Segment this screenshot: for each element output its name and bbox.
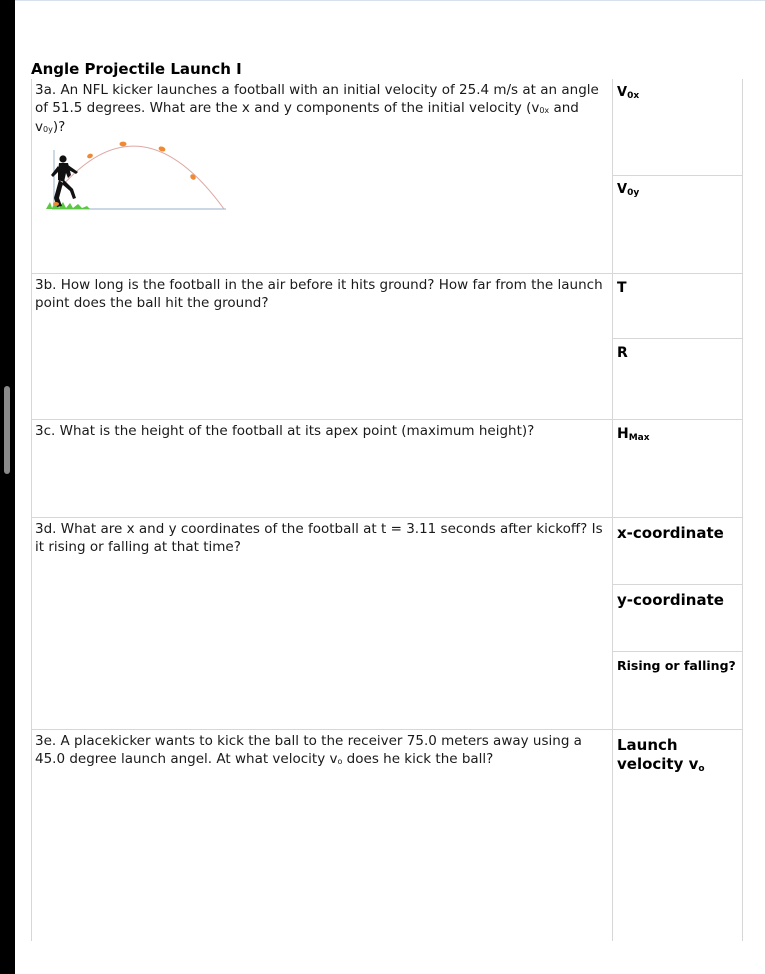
answer-label-r: R	[617, 345, 628, 361]
kicker-icon	[51, 155, 78, 207]
answer-label-v0y: $V_{0y}$	[617, 182, 640, 198]
answer-cell-y-coordinate[interactable]	[613, 585, 742, 652]
page-title: Angle Projectile Launch I	[31, 60, 242, 78]
question-cell-3b	[32, 274, 613, 419]
answer-cell-v0x[interactable]	[613, 79, 742, 176]
question-cell-3a	[32, 79, 613, 273]
question-row-3a	[32, 79, 742, 274]
trajectory-arc	[62, 146, 224, 209]
question-row-3c	[32, 420, 742, 518]
question-text-3e: 3e. A placekicker wants to kick the ball to the receiver 75.0 meters away using a 45.0 degree launch angel. At what velocity $v_o$ does he kick the ball?	[35, 733, 582, 767]
answer-cell-rising-falling[interactable]	[613, 652, 742, 729]
answer-cell-hmax[interactable]	[613, 420, 742, 517]
question-row-3e	[32, 730, 742, 941]
football-icon	[86, 153, 93, 160]
answer-label-y-coordinate: y-coordinate	[617, 591, 724, 609]
answer-label-launch-velocity: Launch velocity $v_o$	[617, 736, 705, 774]
answer-cell-x-coordinate[interactable]	[613, 518, 742, 585]
answer-cell-v0y[interactable]	[613, 176, 742, 273]
answer-label-x-coordinate: x-coordinate	[617, 524, 724, 542]
answer-label-hmax: $H_{Max}$	[617, 426, 650, 443]
grass-icon	[46, 200, 90, 209]
question-row-3d	[32, 518, 742, 730]
question-row-3b	[32, 274, 742, 420]
question-cell-3d	[32, 518, 613, 729]
football-icon	[120, 142, 127, 147]
answer-label-t: T	[617, 280, 627, 296]
football-icon	[189, 173, 197, 181]
question-text-3d: 3d. What are x and y coordinates of the football at t = 3.11 seconds after kickoff? Is it rising or falling at that time?	[35, 521, 603, 555]
question-text-3a: 3a. An NFL kicker launches a football with an initial velocity of 25.4 m/s at an angle of 51.5 degrees. What are the x and y components of the initial velocity ($v_{0x}$ and $v_{0y}$)?	[35, 82, 599, 135]
answer-cell-r[interactable]	[613, 339, 742, 419]
football-icon	[53, 202, 59, 206]
kicker-trajectory-illustration	[42, 134, 232, 214]
answer-label-v0x: $V_{0x}$	[617, 85, 640, 101]
question-cell-3e	[32, 730, 613, 941]
answer-cell-t[interactable]	[613, 274, 742, 339]
worksheet-table	[31, 79, 743, 941]
question-text-3c: 3c. What is the height of the football at its apex point (maximum height)?	[35, 423, 535, 439]
question-text-3b: 3b. How long is the football in the air before it hits ground? How far from the launch point does the ball hit the ground?	[35, 277, 603, 311]
question-cell-3c	[32, 420, 613, 517]
answer-label-rising-falling: Rising or falling?	[617, 658, 736, 673]
answer-cell-launch-velocity[interactable]	[613, 730, 742, 941]
top-divider	[15, 0, 765, 1]
left-edge-bar	[0, 0, 15, 974]
scrollbar-thumb[interactable]	[4, 386, 10, 474]
